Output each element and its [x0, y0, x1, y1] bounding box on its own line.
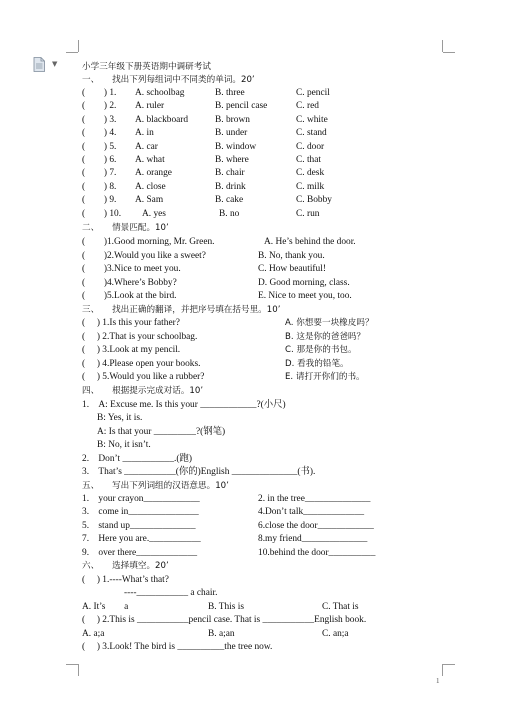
option-b: B. no [219, 208, 240, 219]
option-c: C. milk [296, 181, 325, 192]
match-question: ( )2.Would you like a sweet? [82, 250, 206, 261]
section-heading-1: 一、 找出下列每组词中不同类的单词。20’ [82, 75, 255, 85]
phrase-right: 6.close the door____________ [258, 520, 374, 531]
phrase-right: 4.Don’t talk_____________ [258, 507, 365, 518]
option-a: A. in [135, 128, 154, 139]
option-c: C. run [296, 208, 320, 219]
crop-mark-top-left [66, 52, 78, 53]
document-icon[interactable] [33, 57, 45, 72]
question-number: ( ) 10. [82, 208, 122, 219]
option-c: C. desk [296, 168, 325, 179]
question-number: ( ) 5. [82, 141, 117, 152]
question-number: ( ) 2. [82, 101, 117, 112]
option-a: A. blackboard [135, 114, 189, 125]
question-number: ( ) 4. [82, 128, 117, 139]
option-b: B. brown [215, 114, 250, 125]
phrase-right: 2. in the tree______________ [258, 494, 371, 504]
section-heading-4: 四、 根据提示完成对话。10’ [82, 386, 204, 396]
question-number: ( ) 7. [82, 168, 117, 179]
phrase-left: 9. over there_____________ [82, 547, 198, 558]
match-question: ( )4.Where’s Bobby? [82, 277, 177, 288]
dialog-line: 1. A: Excuse me. Is this your ____________?(小尺) [82, 400, 286, 410]
option-b: B. chair [215, 168, 245, 179]
option: B. a;an [208, 629, 235, 639]
option: A. a;a [82, 629, 105, 639]
question-number: ( ) 6. [82, 155, 117, 165]
phrase-left: 3. come in_______________ [82, 507, 199, 518]
option-b: B. drink [215, 181, 246, 192]
dialog-line: 2. Don’t ___________.(跑) [82, 454, 192, 464]
option-a: A. ruler [135, 101, 165, 112]
crop-mark-bottom-right [442, 664, 443, 676]
option-c: C. that [296, 155, 321, 165]
option-b: B. under [215, 128, 248, 139]
option-c: C. stand [296, 128, 327, 139]
option: C. an;a [322, 629, 349, 639]
crop-mark-top-right [443, 52, 455, 53]
dialog-line: B: Yes, it is. [97, 413, 143, 423]
match-question: ( )1.Good morning, Mr. Green. [82, 237, 215, 247]
phrase-left: 7. Here you are.___________ [82, 534, 201, 545]
dialog-line: 3. That’s ___________(你的)English ______________(书). [82, 467, 316, 477]
page-number: 1 [436, 677, 440, 685]
translation-question: ( ) 1.Is this your father? [82, 318, 180, 328]
option-a: A. schoolbag [135, 88, 185, 98]
dialog-line: B: No, it isn’t. [97, 440, 151, 450]
translation-answer: E. 请打开你们的书。 [285, 372, 365, 382]
translation-answer: A. 你想要一块橡皮吗？ [285, 318, 374, 328]
translation-answer: B. 这是你的爸爸吗？ [285, 331, 366, 342]
match-question: ( )3.Nice to meet you. [82, 264, 181, 274]
translation-answer: C. 那是你的书包。 [285, 345, 357, 355]
match-answer: D. Good morning, class. [258, 277, 350, 288]
match-question: ( )5.Look at the bird. [82, 291, 177, 301]
option-a: A. yes [142, 208, 166, 219]
question-text: ( ) 1.----What’s that? [82, 575, 169, 585]
option-c: C. red [296, 101, 319, 112]
page-title: 小学三年级下册英语期中调研考试 [82, 62, 211, 72]
phrase-right: 8.my friend______________ [258, 534, 368, 545]
crop-mark-bottom-left [66, 664, 78, 665]
section-heading-3: 三、 找出正确的翻译，并把序号填在括号里。10’ [82, 305, 281, 315]
crop-mark-bottom-right [443, 664, 455, 665]
crop-mark-top-left [78, 40, 79, 52]
question-number: ( ) 1. [82, 88, 117, 98]
section-heading-5: 五、 写出下列词组的汉语意思。10’ [82, 481, 229, 491]
translation-question: ( ) 4.Please open your books. [82, 358, 201, 369]
section-heading-2: 二、 情景匹配。10’ [82, 223, 169, 233]
dialog-line: A: Is that your _________?(钢笔) [97, 427, 226, 437]
translation-question: ( ) 5.Would you like a rubber? [82, 372, 205, 382]
match-answer: C. How beautiful! [258, 264, 326, 274]
option-c: C. Bobby [296, 195, 332, 206]
option: B. This is [208, 602, 245, 612]
option: A. It’s a [82, 602, 129, 612]
option: C. That is [322, 602, 359, 612]
option-c: C. white [296, 114, 328, 125]
question-text: ( ) 3.Look! The bird is __________the tree now. [82, 642, 273, 652]
match-answer: B. No, thank you. [258, 250, 325, 261]
phrase-left: 5. stand up______________ [82, 520, 196, 531]
question-number: ( ) 9. [82, 195, 117, 206]
phrase-left: 1. your crayon____________ [82, 494, 200, 504]
question-text: ( ) 2.This is ___________pencil case. That is ___________English book. [82, 615, 367, 625]
option-a: A. Sam [135, 195, 164, 206]
option-b: B. window [215, 141, 257, 152]
match-answer: A. He’s behind the door. [264, 237, 356, 247]
phrase-right: 10.behind the door__________ [258, 547, 376, 558]
option-a: A. orange [135, 168, 172, 179]
question-number: ( ) 3. [82, 114, 117, 125]
translation-question: ( ) 2.That is your schoolbag. [82, 331, 198, 342]
match-answer: E. Nice to meet you, too. [258, 291, 352, 301]
option-a: A. what [135, 155, 165, 165]
section-heading-6: 六、 选择填空。20’ [82, 561, 169, 571]
question-number: ( ) 8. [82, 181, 117, 192]
translation-question: ( ) 3.Look at my pencil. [82, 345, 181, 355]
option-b: B. pencil case [215, 101, 268, 112]
option-c: C. door [296, 141, 325, 152]
crop-mark-top-right [442, 40, 443, 52]
question-text: ----___________ a chair. [124, 588, 218, 598]
option-b: B. where [215, 155, 249, 165]
crop-mark-bottom-left [78, 664, 79, 676]
option-b: B. three [215, 88, 245, 98]
option-b: B. cake [215, 195, 244, 206]
option-c: C. pencil [296, 88, 330, 98]
chevron-down-icon[interactable]: ▼ [52, 60, 58, 68]
option-a: A. car [135, 141, 158, 152]
translation-answer: D. 看我的铅笔。 [285, 358, 349, 369]
option-a: A. close [135, 181, 166, 192]
